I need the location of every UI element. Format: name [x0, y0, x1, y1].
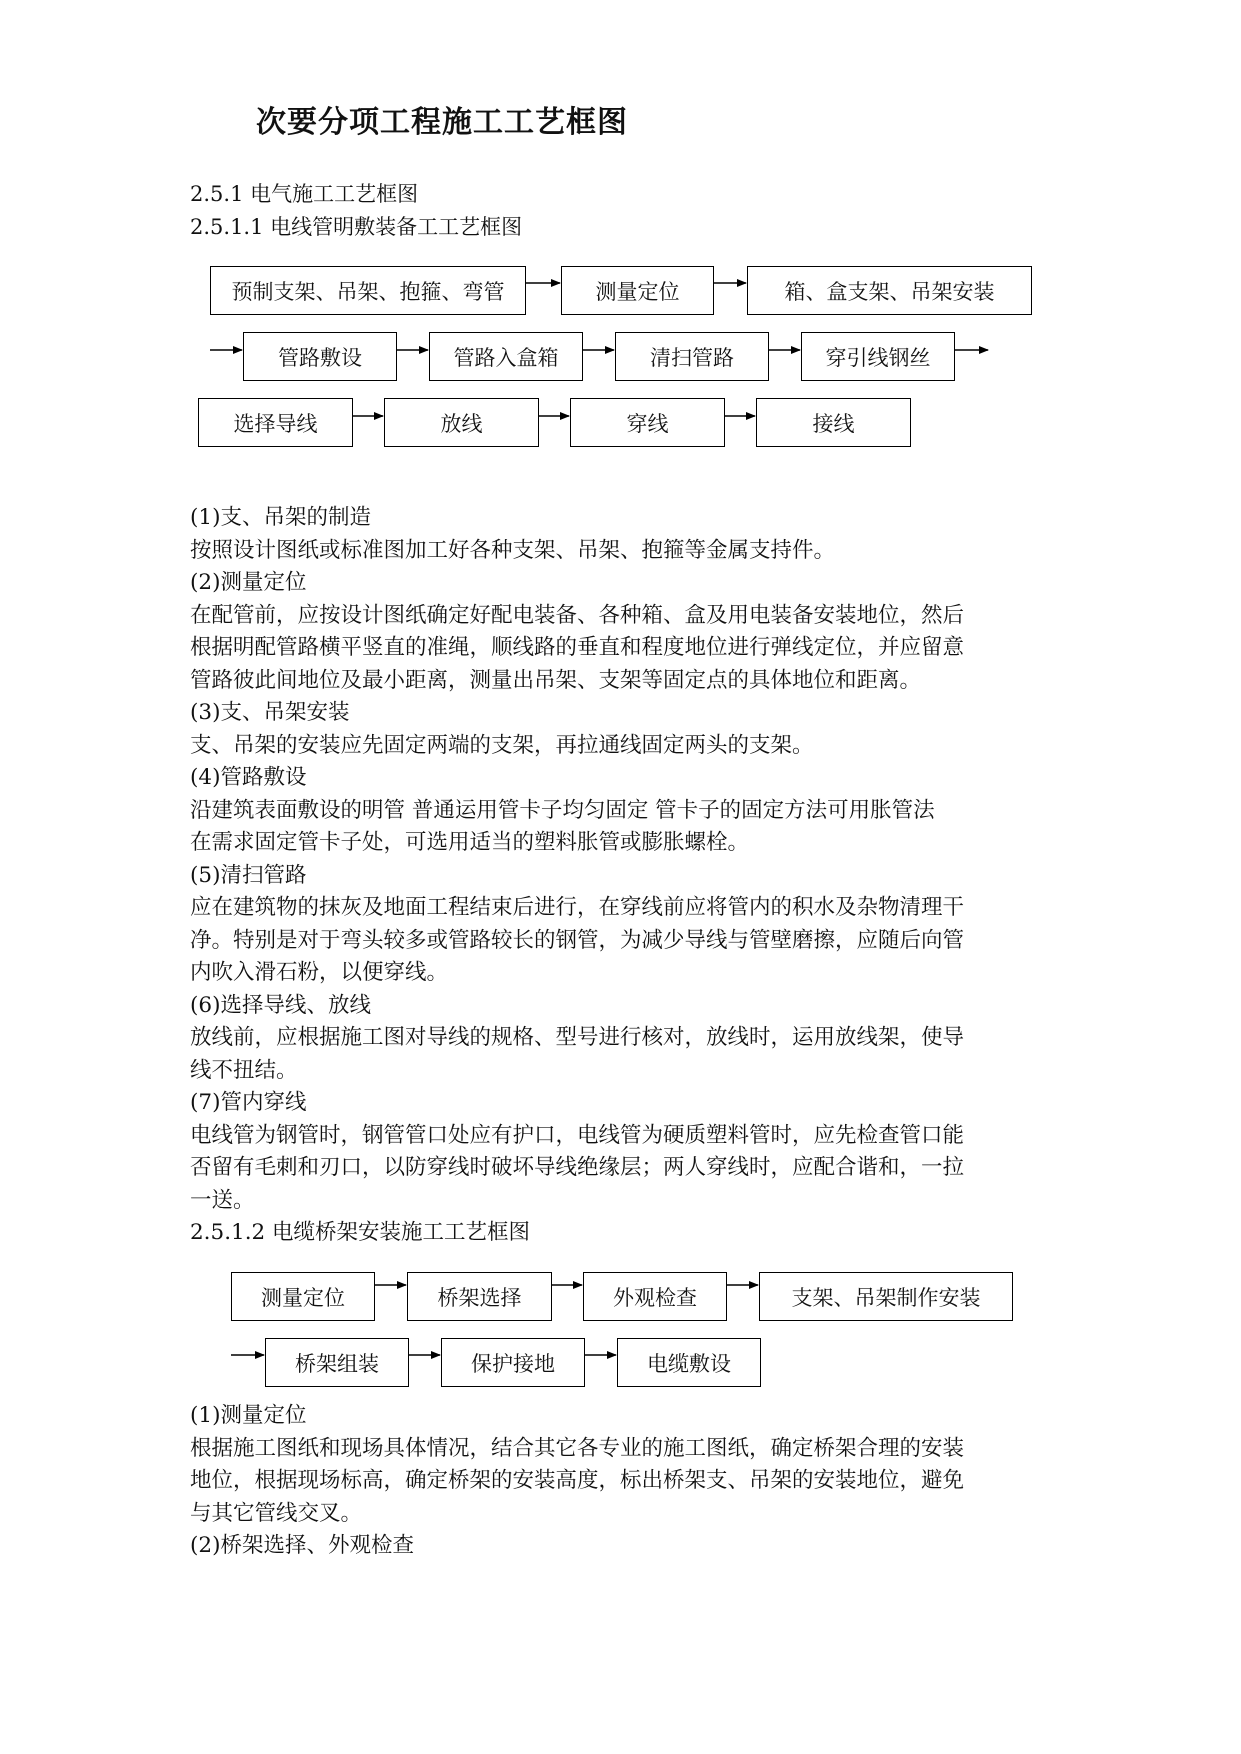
paragraph-line: 电线管为钢管时，钢管管口处应有护口，电线管为硬质塑料管时，应先检查管口能: [190, 1122, 965, 1148]
subsection-title: (4)管路敷设: [190, 765, 307, 790]
conduit-process-text: [190, 502, 1060, 1250]
flow-box: 测量定位: [231, 1272, 375, 1321]
paragraph-line: 在配管前，应按设计图纸确定好配电装备、各种箱、盒及用电装备安装地位，然后: [190, 602, 965, 628]
flow-box: 支架、吊架制作安装: [759, 1272, 1013, 1321]
flow-box: 管路敷设: [243, 332, 397, 381]
section-heading-2-5-1-2: 2.5.1.2 电缆桥架安装施工工艺框图: [190, 1220, 531, 1245]
subsection-title: (6)选择导线、放线: [190, 992, 371, 1018]
flow-box: 保护接地: [441, 1338, 585, 1387]
paragraph-line: 线不扭结。: [190, 1057, 298, 1083]
section-heading-2-5-1: 2.5.1 电气施工工艺框图: [190, 182, 419, 206]
flow-box: 管路入盒箱: [429, 332, 583, 381]
paragraph-line: 按照设计图纸或标准图加工好各种支架、吊架、抱箍等金属支持件。: [190, 537, 836, 563]
paragraph-line: 否留有毛刺和刃口，以防穿线时破坏导线绝缘层；两人穿线时，应配合谐和，一拉: [190, 1155, 965, 1180]
subsection-title: (2)桥架选择、外观检查: [190, 1533, 414, 1558]
flow-box: 清扫管路: [615, 332, 769, 381]
subsection-title: (7)管内穿线: [190, 1090, 307, 1115]
cable-tray-process-text: [190, 1400, 1060, 1563]
flow-box: 桥架选择: [407, 1272, 552, 1321]
paragraph-line: 沿建筑表面敷设的明管 普通运用管卡子均匀固定 管卡子的固定方法可用胀管法: [190, 797, 935, 823]
paragraph-line: 根据施工图纸和现场具体情况，结合其它各专业的施工图纸，确定桥架合理的安装: [190, 1435, 965, 1461]
subsection-title: (2)测量定位: [190, 570, 307, 595]
paragraph-line: 管路彼此间地位及最小距离，测量出吊架、支架等固定点的具体地位和距离。: [190, 667, 922, 693]
paragraph-line: 支、吊架的安装应先固定两端的支架，再拉通线固定两头的支架。: [190, 732, 814, 758]
paragraph-line: 内吹入滑石粉，以便穿线。: [190, 960, 449, 985]
flow-box: 桥架组装: [265, 1338, 409, 1387]
flow-box: 接线: [756, 398, 911, 447]
section-heading-2-5-1-1: 2.5.1.1 电线管明敷装备工工艺框图: [190, 215, 523, 239]
page-title: 次要分项工程施工工艺框图: [256, 105, 628, 140]
flow-box: 选择导线: [198, 398, 353, 447]
paragraph-line: 与其它管线交叉。: [190, 1500, 363, 1526]
flow-box: 外观检查: [583, 1272, 727, 1321]
paragraph-line: 地位，根据现场标高，确定桥架的安装高度，标出桥架支、吊架的安装地位，避免: [190, 1468, 965, 1493]
flow-box: 电缆敷设: [617, 1338, 761, 1387]
flow-box: 穿引线钢丝: [801, 332, 955, 381]
flow-box: 预制支架、吊架、抱箍、弯管: [210, 266, 526, 315]
paragraph-line: 放线前，应根据施工图对导线的规格、型号进行核对，放线时，运用放线架，使导: [190, 1025, 965, 1050]
paragraph-line: 应在建筑物的抹灰及地面工程结束后进行，在穿线前应将管内的积水及杂物清理干: [190, 895, 965, 920]
subsection-title: (1)测量定位: [190, 1403, 307, 1428]
flow-box: 穿线: [570, 398, 725, 447]
flow-box: 测量定位: [561, 266, 714, 315]
subsection-title: (5)清扫管路: [190, 862, 307, 888]
paragraph-line: 在需求固定管卡子处，可选用适当的塑料胀管或膨胀螺栓。: [190, 830, 750, 855]
paragraph-line: 根据明配管路横平竖直的准绳，顺线路的垂直和程度地位进行弹线定位，并应留意: [190, 635, 965, 660]
subsection-title: (3)支、吊架安装: [190, 700, 350, 725]
paragraph-line: 净。特别是对于弯头较多或管路较长的钢管，为减少导线与管壁磨擦，应随后向管: [190, 927, 965, 953]
subsection-title: (1)支、吊架的制造: [190, 505, 371, 530]
paragraph-line: 一送。: [190, 1187, 255, 1213]
flow-box: 放线: [384, 398, 539, 447]
flow-box: 箱、盒支架、吊架安装: [747, 266, 1032, 315]
